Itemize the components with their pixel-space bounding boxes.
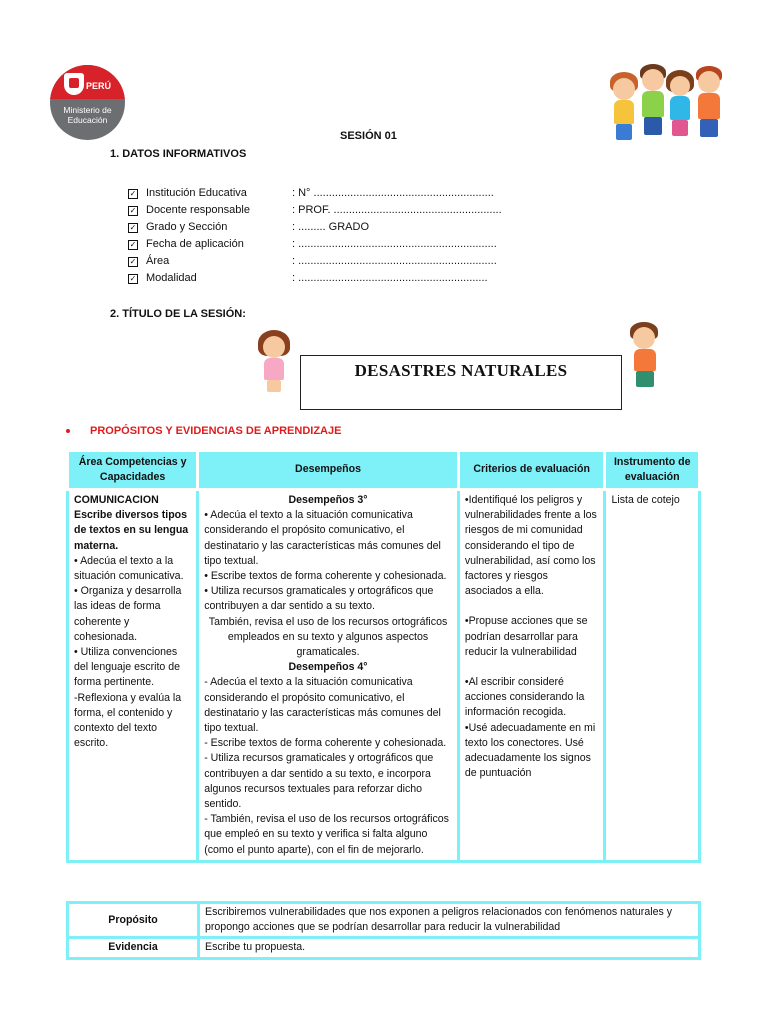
- checkbox-icon: ✓: [129, 240, 137, 249]
- header-criterios: Criterios de evaluación: [458, 451, 605, 490]
- purposes-heading: PROPÓSITOS Y EVIDENCIAS DE APRENDIZAJE: [66, 425, 341, 437]
- learning-table: [66, 449, 701, 863]
- lesson-title: DESASTRES NATURALES: [354, 361, 568, 380]
- checkbox-icon: ✓: [129, 274, 137, 283]
- evidence-label: Evidencia: [68, 938, 199, 958]
- lesson-title-box: [300, 355, 622, 410]
- checkbox-icon: ✓: [129, 189, 137, 198]
- bullet-icon: [66, 429, 70, 433]
- desempenos-cell: Desempeños 3° • Adecúa el texto a la situación comunicativa considerando el propósito comunicativo, el destinatario y las características más comunes del tipo textual. • Escribe textos de forma coherente y cohesionada. • Utiliza recursos gramaticales y ortográficos que contribuyen a dar sentido a su texto. También, revisa el uso de los recursos ortográficos empleados en su texto y algunos aspectos gramaticales. Desempeños 4° - Adecúa el texto a la situación comunicativa considerando el propósito comunicativo, el destinatario y las características más comunes del tipo textual. - Escribe textos de forma coherente y cohesionada. - Utiliza recursos gramaticales y ortográficos que contribuyen a dar sentido a su texto, e incorpora algunos recursos textuales para reforzar dicho sentido. - También, revisa el uso de los recursos ortográficos que empleó en su texto y verifica si falta alguno (como el punto aparte), con el fin de mejorarlo.: [198, 490, 459, 862]
- purpose-row: [68, 903, 700, 938]
- header-area: Área Competencias y Capacidades: [68, 451, 198, 490]
- checkbox-icon: ✓: [129, 206, 137, 215]
- area-cell: COMUNICACION Escribe diversos tipos de textos en su lengua materna. • Adecúa el texto a la situación comunicativa. • Organiza y desarrolla las ideas de forma coherente y cohesionada. • Utiliza convenciones del lenguaje escrito de forma pertinente. -Reflexiona y evalúa la forma, el contenido y contexto del texto escrito.: [68, 490, 198, 862]
- ministry-logo: [50, 65, 125, 140]
- purpose-label: Propósito: [68, 903, 199, 938]
- checkbox-icon: ✓: [129, 257, 137, 266]
- table-row: [68, 490, 700, 862]
- evidence-text: Escribe tu propuesta.: [199, 938, 700, 958]
- logo-country: PERÚ: [86, 81, 112, 91]
- header-instrumento: Instrumento de evaluación: [605, 451, 700, 490]
- purpose-text: Escribiremos vulnerabilidades que nos exponen a peligros relacionados con fenómenos naturales y propongo acciones que se podrían desarrollar para reducir la vulnerabilidad: [199, 903, 700, 938]
- evidence-row: [68, 938, 700, 958]
- coat-of-arms-icon: [64, 73, 84, 95]
- session-title: SESIÓN 01: [340, 130, 397, 142]
- header-desempenos: Desempeños: [198, 451, 459, 490]
- purpose-evidence-table: [66, 901, 701, 960]
- kids-group-illustration: [600, 62, 735, 147]
- section-session-title: 2. TÍTULO DE LA SESIÓN:: [110, 308, 246, 320]
- logo-ministry: Ministerio de Educación: [63, 105, 112, 125]
- criterios-cell: •Identifiqué los peligros y vulnerabilidades frente a los riesgos de mi comunidad considerando el tipo de vulnerabilidad, así como los factores y riesgos asociados a ella. •Propuse acciones que se podrían desarrollar para reducir la vulnerabilidad •Al escribir consideré acciones considerando la información recogida. •Usé adecuadamente en mi texto los conectores. Usé adecuadamente los signos de puntuación: [458, 490, 605, 862]
- checkbox-icon: ✓: [129, 223, 137, 232]
- section-informative-data: 1. DATOS INFORMATIVOS: [110, 148, 247, 160]
- instrumento-cell: Lista de cotejo: [605, 490, 700, 862]
- table-header-row: [68, 451, 700, 490]
